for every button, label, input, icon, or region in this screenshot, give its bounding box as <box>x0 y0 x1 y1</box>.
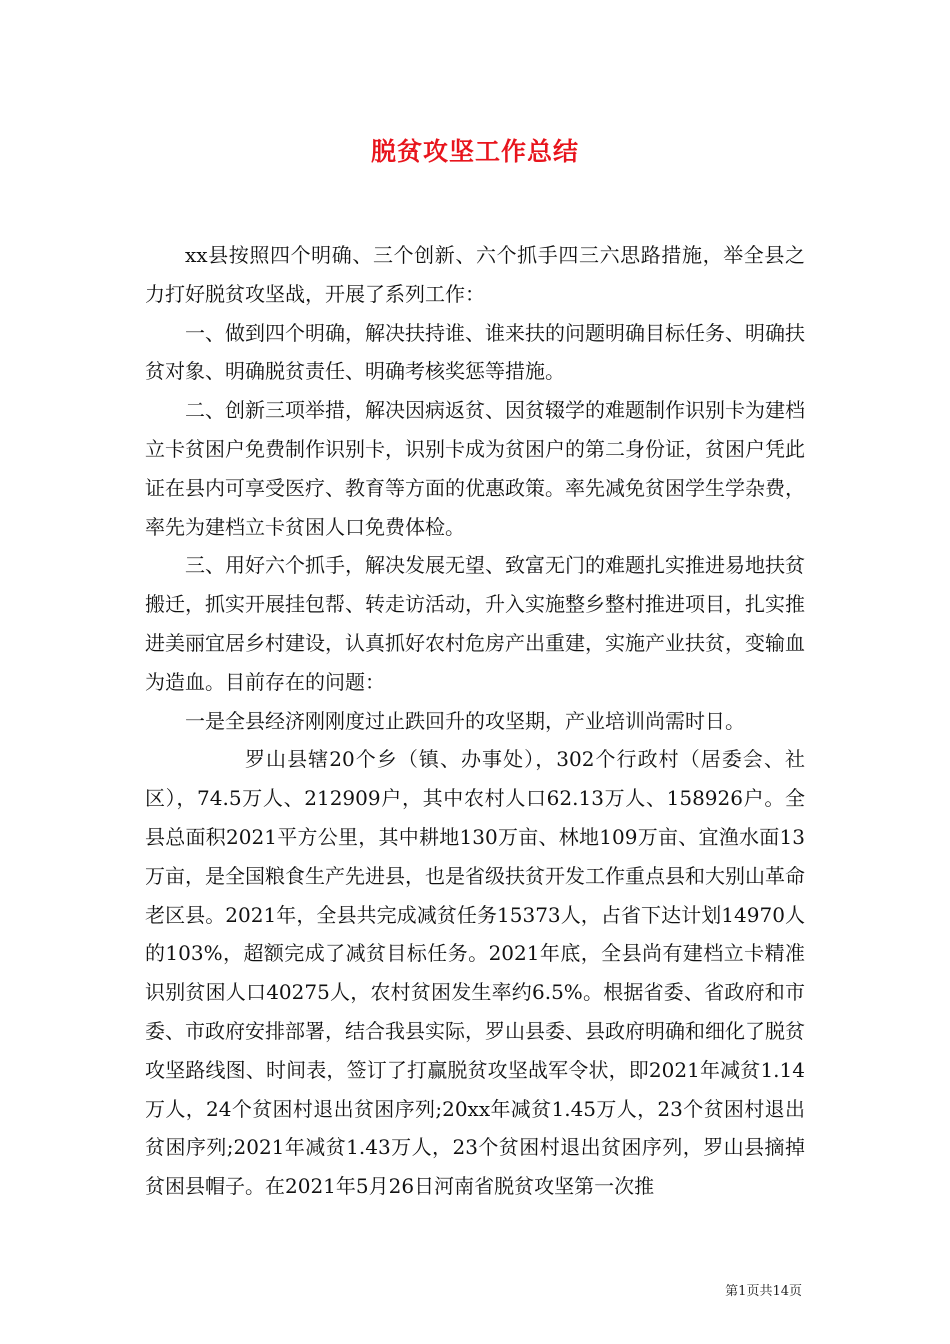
page-number: 第1页共14页 <box>725 1284 802 1299</box>
document-title: 脱贫攻坚工作总结 <box>370 137 579 166</box>
paragraph-luoshan-overview: 罗山县辖20个乡（镇、办事处），302个行政村（居委会、社区），74.5万人、212909户，其中农村人口62.13万人、158926户。全县总面积2021平方公里，其中耕地130万亩、林地109万亩、宜渔水面13万亩，是全国粮食生产先进县，也是省级扶贫开发工作重点县和大别山革命老区县。2021年，全县共完成减贫任务15373人，占省下达计划14970人的103%，超额完成了减贫目标任务。2021年底，全县尚有建档立卡精准识别贫困人口40275人，农村贫困发生率约6.5%。根据省委、省政府和市委、市政府安排部署，结合我县实际，罗山县委、县政府明确和细化了脱贫攻坚路线图、时间表，签订了打赢脱贫攻坚战军令状，即2021年减贫1.14万人，24个贫困村退出贫困序列;20xx年减贫1.45万人，23个贫困村退出贫困序列;2021年减贫1.43万人，23个贫困村退出贫困序列，罗山县摘掉贫困县帽子。在2021年5月26日河南省脱贫攻坚第一次推 <box>145 747 805 1199</box>
paragraph-problem-one: 一是全县经济刚刚度过止跌回升的攻坚期，产业培训尚需时日。 <box>185 708 745 733</box>
paragraph-intro: xx县按照四个明确、三个创新、六个抓手四三六思路措施，举全县之力打好脱贫攻坚战，开展了系列工作： <box>145 243 805 306</box>
document-body <box>145 236 805 1206</box>
paragraph-four-clarities: 一、做到四个明确，解决扶持谁、谁来扶的问题明确目标任务、明确扶贫对象、明确脱贫责任、明确考核奖惩等措施。 <box>145 320 805 384</box>
paragraph-three-innovations: 二、创新三项举措，解决因病返贫、因贫辍学的难题制作识别卡为建档立卡贫困户免费制作识别卡，识别卡成为贫困户的第二身份证，贫困户凭此证在县内可享受医疗、教育等方面的优惠政策。率先减免贫困学生学杂费，率先为建档立卡贫困人口免费体检。 <box>145 398 805 539</box>
paragraph-six-levers: 三、用好六个抓手，解决发展无望、致富无门的难题扎实推进易地扶贫搬迁，抓实开展挂包帮、转走访活动，升入实施整乡整村推进项目，扎实推进美丽宜居乡村建设，认真抓好农村危房产出重建，实施产业扶贫，变输血为造血。目前存在的问题： <box>145 553 805 694</box>
